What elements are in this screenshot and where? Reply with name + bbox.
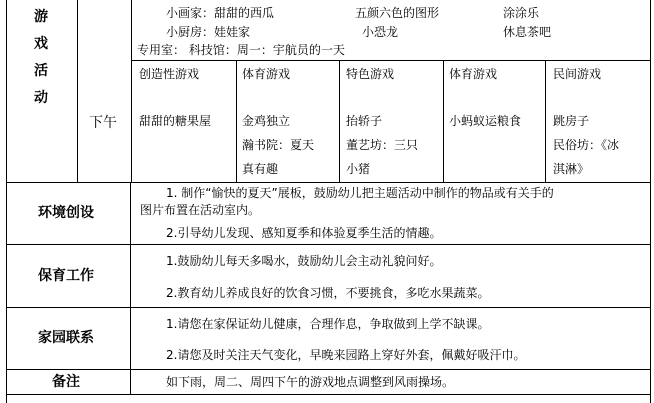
section-label: 保育工作 bbox=[38, 268, 94, 284]
game-item: 董艺坊：三只 bbox=[346, 138, 419, 152]
room-game: 小厨房：娃娃家 bbox=[166, 25, 251, 39]
section-label: 备注 bbox=[52, 374, 80, 390]
divider bbox=[6, 394, 651, 395]
special-room: 专用室： 科技馆：周一：宇航员的一天 bbox=[137, 43, 345, 57]
room-game: 休息茶吧 bbox=[503, 25, 552, 39]
section-item: 如下雨，周二、周四下午的游戏地点调整到风雨操场。 bbox=[166, 375, 455, 389]
divider bbox=[6, 182, 651, 183]
divider bbox=[6, 307, 651, 308]
game-item: 淇淋》 bbox=[553, 162, 590, 176]
section-item: 2.引导幼儿发现、感知夏季和体验夏季生活的情趣。 bbox=[166, 226, 442, 240]
room-game: 涂涂乐 bbox=[503, 6, 540, 20]
divider bbox=[131, 60, 651, 61]
section-item: 图片布置在活动室内。 bbox=[140, 203, 261, 217]
activities-label-char: 戏 bbox=[34, 36, 48, 52]
room-game: 小恐龙 bbox=[362, 25, 399, 39]
game-item: 民俗坊：《冰 bbox=[553, 138, 620, 152]
table-border-left bbox=[6, 0, 7, 403]
game-item: 小猪 bbox=[346, 162, 371, 176]
divider bbox=[77, 0, 78, 182]
divider bbox=[545, 60, 546, 182]
game-column-header: 创造性游戏 bbox=[139, 67, 200, 81]
divider bbox=[6, 369, 651, 370]
section-item: 1. 制作“愉快的夏天”展板，鼓励幼儿把主题活动中制作的物品或有关手的 bbox=[166, 186, 554, 200]
game-column-header: 体育游戏 bbox=[449, 67, 498, 81]
section-label: 环境创设 bbox=[38, 205, 94, 221]
section-item: 2.教育幼儿养成良好的饮食习惯，不要挑食，多吃水果蔬菜。 bbox=[166, 286, 490, 300]
divider bbox=[443, 60, 444, 182]
section-item: 1.请您在家保证幼儿健康，合理作息，争取做到上学不缺课。 bbox=[166, 317, 490, 331]
divider bbox=[236, 60, 237, 182]
game-item: 瀚书院：夏天 bbox=[242, 138, 315, 152]
game-item: 跳房子 bbox=[553, 114, 590, 128]
divider bbox=[6, 244, 651, 245]
room-game: 五颜六色的图形 bbox=[355, 6, 440, 20]
game-item: 金鸡独立 bbox=[242, 114, 291, 128]
activities-label-char: 动 bbox=[34, 90, 48, 106]
divider bbox=[131, 0, 132, 182]
divider bbox=[130, 182, 131, 395]
afternoon-label: 下午 bbox=[89, 115, 117, 131]
activities-label-char: 活 bbox=[34, 63, 48, 79]
section-item: 1.鼓励幼儿每天多喝水，鼓励幼儿会主动礼貌问好。 bbox=[166, 254, 442, 268]
divider bbox=[339, 60, 340, 182]
game-item: 真有趣 bbox=[242, 162, 279, 176]
game-column-header: 体育游戏 bbox=[242, 67, 291, 81]
game-item: 抬轿子 bbox=[346, 114, 383, 128]
activities-label-char: 游 bbox=[34, 9, 48, 25]
game-item: 小蚂蚁运粮食 bbox=[449, 114, 522, 128]
game-item: 甜甜的糖果屋 bbox=[139, 114, 212, 128]
game-column-header: 特色游戏 bbox=[346, 67, 395, 81]
section-item: 2.请您及时关注天气变化，早晚来园路上穿好外套，佩戴好吸汗巾。 bbox=[166, 348, 526, 362]
game-column-header: 民间游戏 bbox=[553, 67, 602, 81]
room-game: 小画家：甜甜的西瓜 bbox=[166, 6, 275, 20]
section-label: 家园联系 bbox=[38, 330, 94, 346]
